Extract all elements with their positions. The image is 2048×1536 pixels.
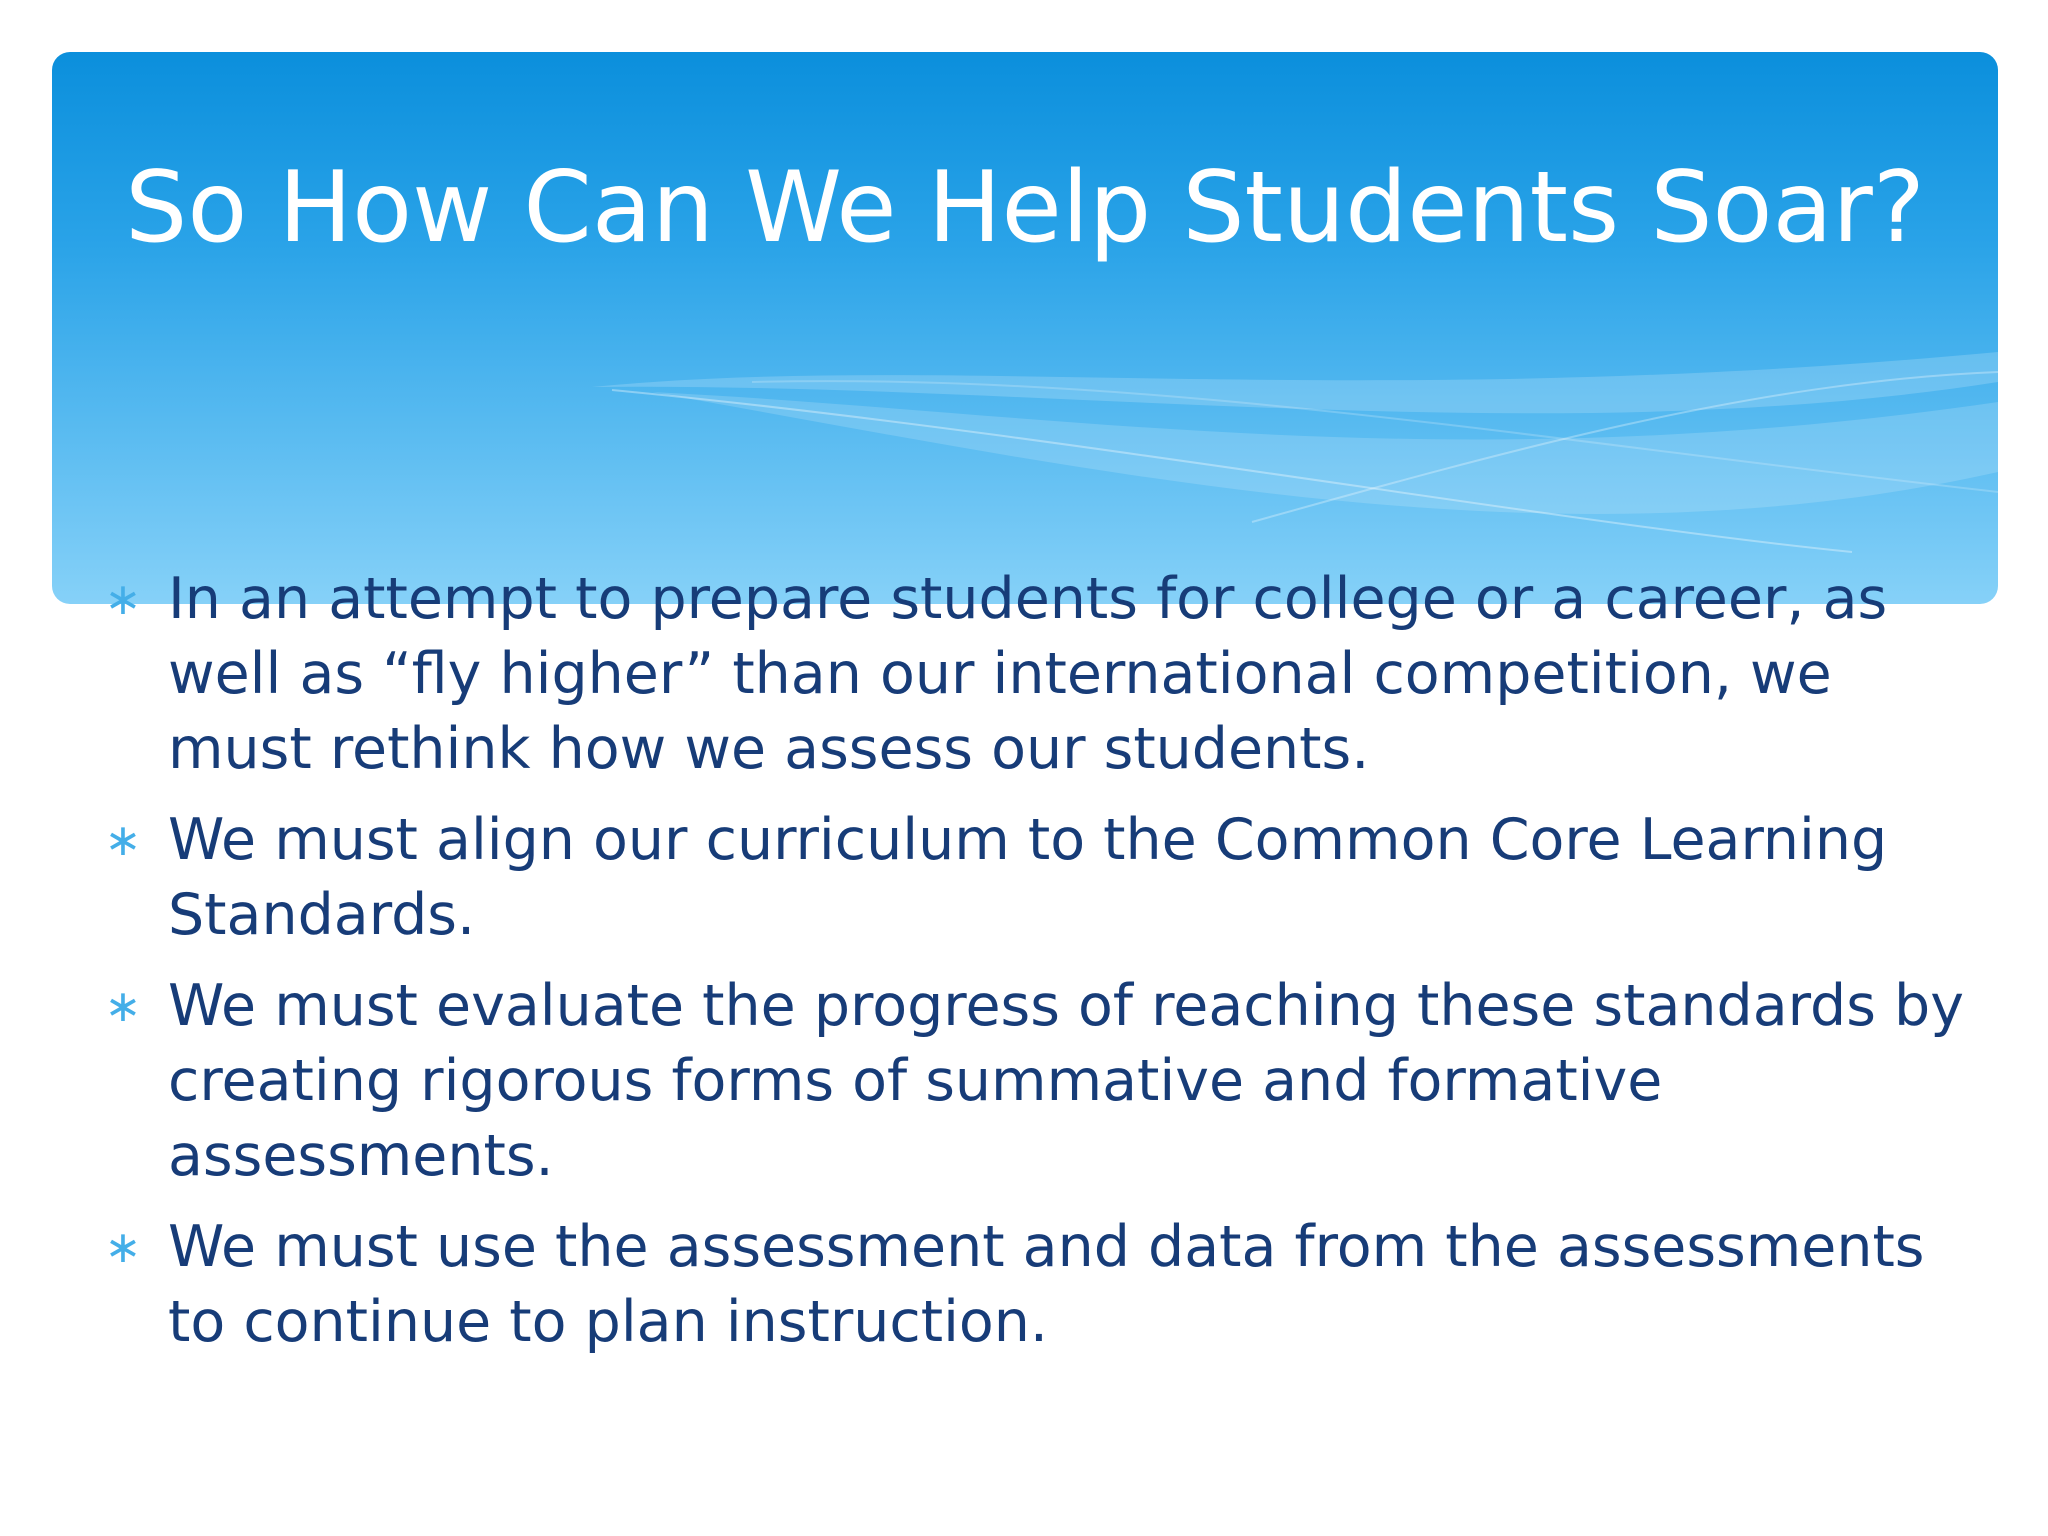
slide-title: So How Can We Help Students Soar? bbox=[125, 151, 1925, 265]
asterisk-bullet-icon: ∗ bbox=[104, 574, 142, 625]
bullet-item bbox=[100, 969, 1980, 1194]
bullet-list bbox=[100, 562, 1980, 1376]
decorative-wave bbox=[52, 52, 1998, 604]
bullet-text: In an attempt to prepare students for college or a career, as well as “fly higher” than our international competition, we must rethink how we assess our students. bbox=[168, 566, 1888, 782]
asterisk-bullet-icon: ∗ bbox=[104, 981, 142, 1032]
header-band bbox=[52, 52, 1998, 604]
bullet-text: We must use the assessment and data from the assessments to continue to plan instruction. bbox=[168, 1214, 1925, 1355]
bullet-item bbox=[100, 562, 1980, 787]
bullet-item bbox=[100, 1210, 1980, 1360]
asterisk-bullet-icon: ∗ bbox=[104, 815, 142, 866]
bullet-text: We must align our curriculum to the Common Core Learning Standards. bbox=[168, 807, 1888, 948]
bullet-item bbox=[100, 803, 1980, 953]
bullet-text: We must evaluate the progress of reaching these standards by creating rigorous forms of summative and formative assessments. bbox=[168, 973, 1964, 1189]
asterisk-bullet-icon: ∗ bbox=[104, 1222, 142, 1273]
